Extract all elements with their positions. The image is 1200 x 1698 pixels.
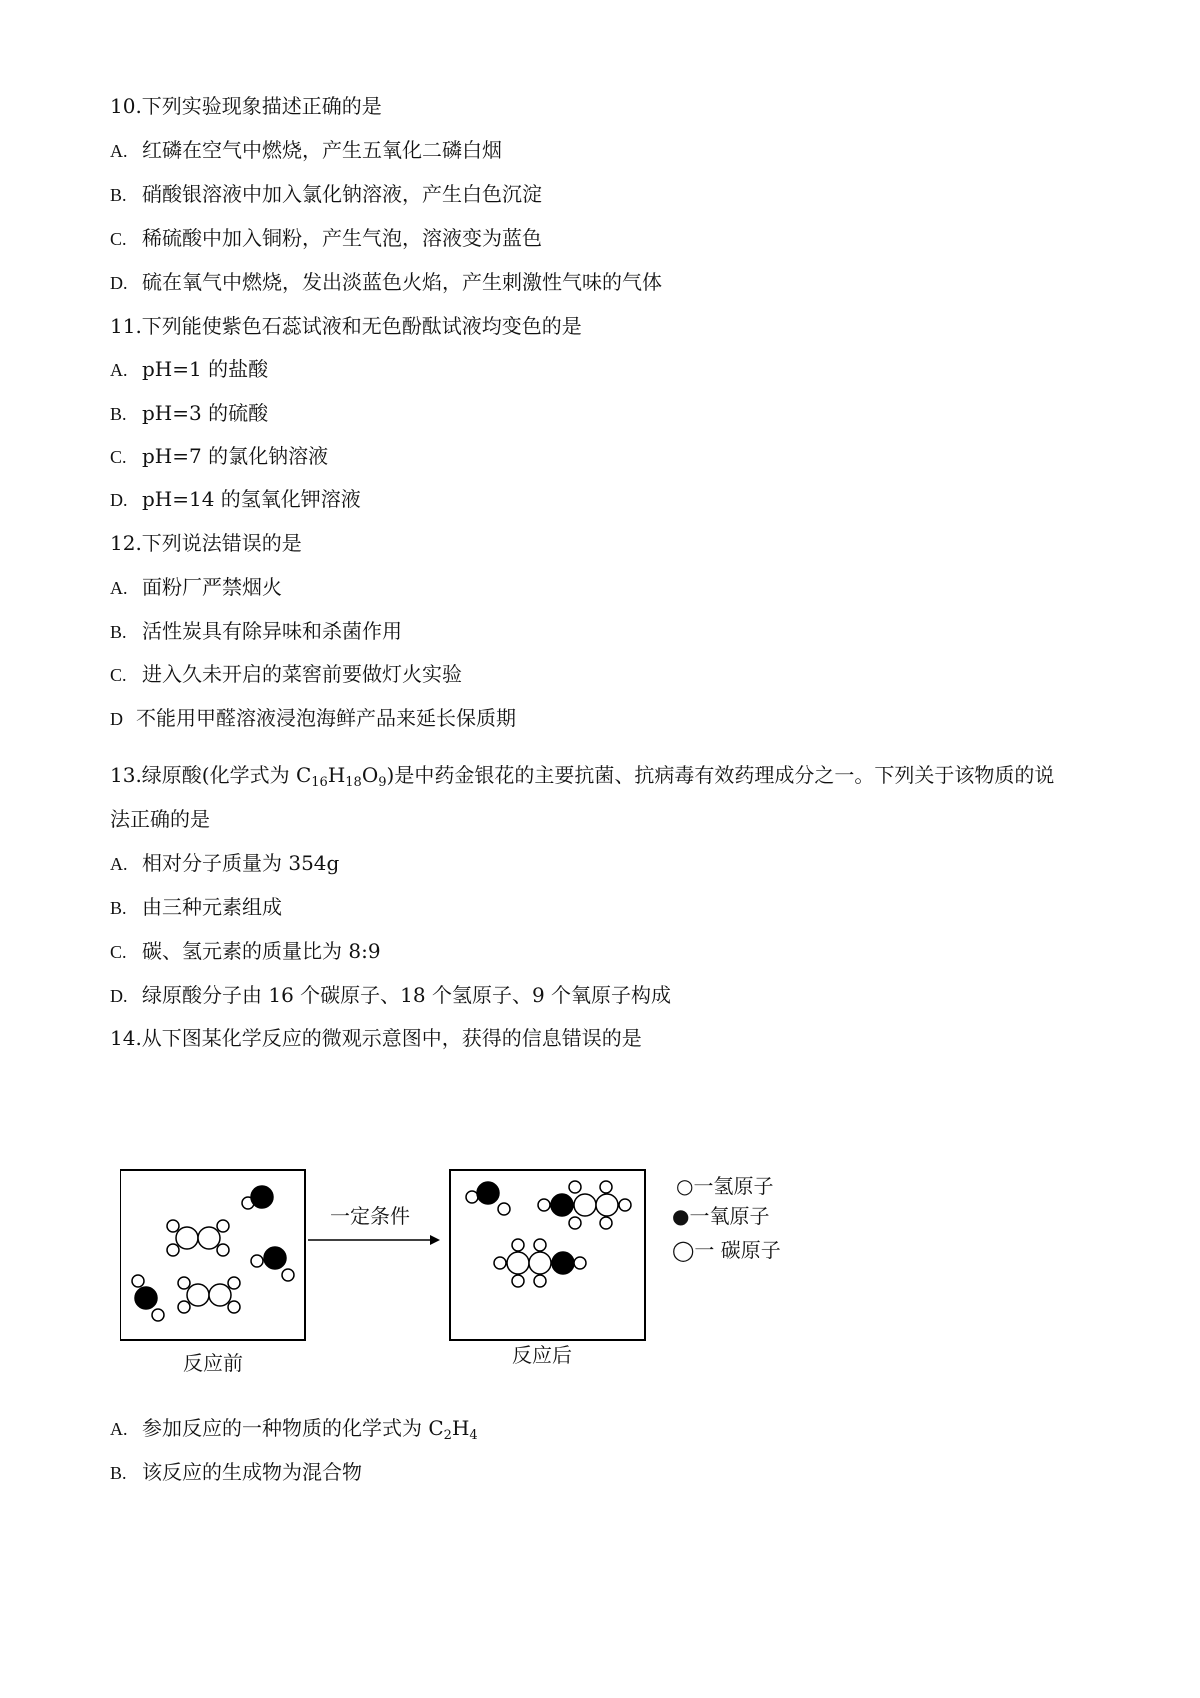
option-letter: B.: [110, 1463, 127, 1483]
legend-hydrogen: ○一氢原子: [676, 1174, 774, 1198]
option-letter: A.: [110, 141, 128, 161]
arrow-label: 一定条件: [330, 1204, 410, 1228]
q12-option-b: [110, 617, 402, 646]
stem-text: O: [361, 763, 379, 787]
option-text: pH=7 的氯化钠溶液: [142, 444, 329, 468]
option-text: 参加反应的一种物质的化学式为 C: [142, 1416, 444, 1440]
option-letter: A.: [110, 1419, 128, 1439]
q10-option-a: [110, 136, 502, 165]
subscript: 18: [345, 775, 362, 790]
option-letter: A.: [110, 578, 128, 598]
option-letter: A.: [110, 854, 128, 874]
q13-option-c: [110, 937, 381, 966]
option-text: 进入久未开启的菜窖前要做灯火实验: [142, 662, 462, 686]
option-text: 绿原酸分子由 16 个碳原子、18 个氢原子、9 个氧原子构成: [142, 983, 672, 1007]
molecule: [178, 1277, 240, 1313]
option-letter: C.: [110, 942, 127, 962]
q13-option-a: [110, 849, 339, 878]
question-10-stem: 10.下列实验现象描述正确的是: [110, 94, 382, 118]
q13-option-b: [110, 893, 282, 922]
option-letter: D: [110, 709, 123, 729]
q11-option-c: [110, 442, 328, 471]
q11-option-d: [110, 485, 361, 514]
q14-option-a: [110, 1414, 478, 1443]
stem-text: H: [327, 763, 346, 787]
q12-option-a: [110, 573, 282, 602]
q13-option-d: [110, 981, 671, 1010]
option-letter: B.: [110, 185, 127, 205]
legend: [672, 1174, 781, 1262]
option-text: 由三种元素组成: [142, 895, 282, 919]
option-letter: D.: [110, 986, 128, 1006]
stem-text: )是中药金银花的主要抗菌、抗病毒有效药理成分之一。下列关于该物质的说: [386, 763, 1055, 787]
option-letter: D.: [110, 273, 128, 293]
question-12-stem: 12.下列说法错误的是: [110, 531, 302, 555]
after-label: 反应后: [512, 1343, 572, 1367]
q11-option-a: [110, 355, 268, 384]
legend-carbon: ◯一 碳原子: [672, 1238, 781, 1262]
option-letter: A.: [110, 360, 128, 380]
question-14-stem: 14.从下图某化学反应的微观示意图中，获得的信息错误的是: [110, 1026, 642, 1050]
option-letter: B.: [110, 622, 127, 642]
option-letter: B.: [110, 898, 127, 918]
option-text: 面粉厂严禁烟火: [142, 575, 282, 599]
option-text: 红磷在空气中燃烧，产生五氧化二磷白烟: [142, 138, 502, 162]
subscript: 16: [311, 775, 328, 790]
option-text: pH=14 的氢氧化钾溶液: [142, 487, 361, 511]
q10-option-d: [110, 268, 662, 297]
option-letter: D.: [110, 490, 128, 510]
q14-option-b: [110, 1458, 362, 1487]
molecule: [242, 1186, 273, 1209]
subscript: 9: [378, 775, 387, 790]
legend-oxygen: ●一氧原子: [672, 1204, 770, 1228]
option-letter: B.: [110, 404, 127, 424]
q10-option-c: [110, 224, 542, 253]
option-text: 稀硫酸中加入铜粉，产生气泡，溶液变为蓝色: [142, 226, 542, 250]
option-text: 相对分子质量为 354g: [142, 851, 340, 875]
option-letter: C.: [110, 229, 127, 249]
q12-option-c: [110, 660, 462, 689]
reaction-diagram: [120, 1165, 880, 1395]
question-13-stem-cont: 法正确的是: [110, 807, 210, 831]
molecule: [132, 1275, 164, 1321]
subscript: 4: [469, 1428, 478, 1443]
molecule: [538, 1181, 631, 1229]
option-letter: C.: [110, 447, 127, 467]
option-text: 硝酸银溶液中加入氯化钠溶液，产生白色沉淀: [142, 182, 542, 206]
option-text: 碳、氢元素的质量比为 8:9: [142, 939, 381, 963]
option-text: H: [451, 1416, 470, 1440]
molecule: [494, 1239, 586, 1287]
q12-option-d: [110, 704, 516, 733]
option-text: pH=1 的盐酸: [142, 357, 269, 381]
stem-text: 13.绿原酸(化学式为 C: [110, 763, 312, 787]
molecule: [167, 1220, 229, 1256]
option-text: 不能用甲醛溶液浸泡海鲜产品来延长保质期: [136, 706, 516, 730]
q11-option-b: [110, 399, 268, 428]
q10-option-b: [110, 180, 542, 209]
option-text: 活性炭具有除异味和杀菌作用: [142, 619, 402, 643]
before-label: 反应前: [183, 1351, 243, 1375]
molecule: [251, 1247, 294, 1281]
question-11-stem: 11.下列能使紫色石蕊试液和无色酚酞试液均变色的是: [110, 314, 582, 338]
question-13-stem: [110, 761, 1054, 789]
option-text: 该反应的生成物为混合物: [142, 1460, 362, 1484]
subscript: 2: [443, 1428, 452, 1443]
option-text: 硫在氧气中燃烧，发出淡蓝色火焰，产生刺激性气味的气体: [142, 270, 662, 294]
option-letter: C.: [110, 665, 127, 685]
molecule: [466, 1182, 510, 1215]
arrow-head: [430, 1235, 440, 1245]
option-text: pH=3 的硫酸: [142, 401, 269, 425]
